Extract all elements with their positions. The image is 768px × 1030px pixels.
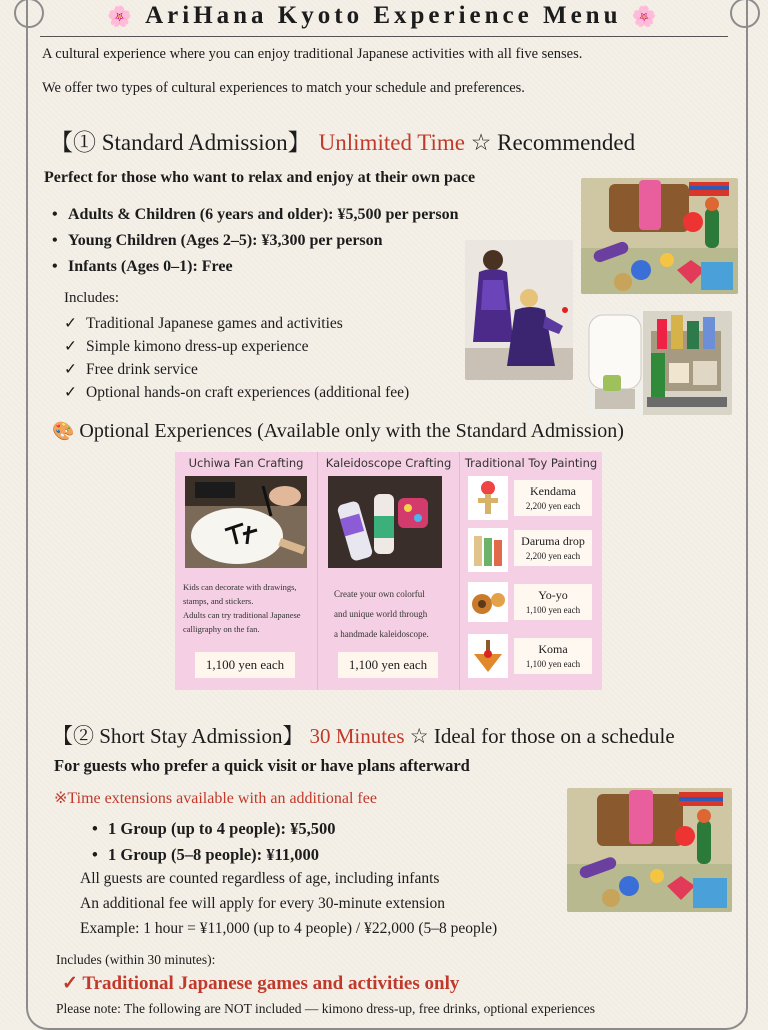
koma-card bbox=[514, 638, 592, 674]
include-item bbox=[64, 358, 409, 381]
short-line-2: An additional fee will apply for every 30-minute extension bbox=[80, 895, 446, 912]
kimono-photo bbox=[465, 240, 573, 380]
intro-line-2: We offer two types of cultural experiences to match your schedule and preferences. bbox=[42, 80, 525, 96]
koma-photo bbox=[468, 634, 508, 678]
short-line-3: Example: 1 hour = ¥11,000 (up to 4 people) / ¥22,000 (5–8 people) bbox=[80, 920, 498, 937]
price-item: • 1 Group (5–8 people): ¥11,000 bbox=[88, 842, 336, 868]
yoyo-icon bbox=[468, 582, 508, 622]
toy-price: 2,200 yen each bbox=[525, 551, 581, 561]
short-includes-label: Includes (within 30 minutes): bbox=[56, 952, 216, 967]
price-item: • Young Children (Ages 2–5): ¥3,300 per person bbox=[48, 228, 459, 254]
toys-photo bbox=[581, 178, 738, 294]
short-toys-illustration bbox=[567, 788, 732, 912]
include-text: Free drink service bbox=[86, 361, 198, 378]
page-title bbox=[0, 2, 768, 30]
toy-price: 2,200 yen each bbox=[525, 501, 581, 511]
short-price-list bbox=[88, 816, 336, 868]
palette-icon: 🎨 bbox=[52, 421, 75, 441]
drinks-photo bbox=[587, 311, 732, 415]
includes-list bbox=[64, 312, 409, 404]
uchiwa-price: 1,100 yen each bbox=[195, 652, 295, 678]
short-subtitle: For guests who prefer a quick visit or have plans afterward bbox=[54, 756, 470, 775]
kaleido-title: Kaleidoscope Crafting bbox=[325, 456, 452, 470]
short-exclusion-note: Please note: The following are NOT included — kimono dress-up, free drinks, optional experiences bbox=[56, 1001, 595, 1016]
flower-icon: 🌸 bbox=[631, 6, 661, 28]
toy-name: Kendama bbox=[530, 484, 576, 498]
uchiwa-column bbox=[175, 452, 317, 690]
optional-panel bbox=[175, 452, 602, 690]
desc-line: a handmade kaleidoscope. bbox=[334, 629, 429, 639]
daruma-card bbox=[514, 530, 592, 566]
short-heading bbox=[52, 720, 675, 750]
kendama-photo bbox=[468, 476, 508, 520]
optional-heading-text: Optional Experiences (Available only with the Standard Admission) bbox=[79, 420, 624, 442]
yoyo-photo bbox=[468, 582, 508, 622]
include-text: Optional hands-on craft experiences (additional fee) bbox=[86, 384, 410, 401]
toys-photo-illustration bbox=[581, 178, 738, 294]
desc-line: Kids can decorate with drawings, bbox=[183, 582, 297, 592]
include-item bbox=[64, 381, 409, 404]
price-item: • Infants (Ages 0–1): Free bbox=[48, 254, 459, 280]
check-icon: ✓ bbox=[64, 315, 77, 332]
toy-name: Yo-yo bbox=[538, 588, 568, 602]
kaleido-description bbox=[334, 584, 454, 644]
extension-note: ※Time extensions available with an additional fee bbox=[54, 790, 377, 807]
check-icon: ✓ bbox=[64, 338, 77, 355]
include-text: Traditional Japanese games and activities bbox=[86, 315, 343, 332]
price-item: • 1 Group (up to 4 people): ¥5,500 bbox=[88, 816, 336, 842]
check-icon: ✓ bbox=[64, 384, 77, 401]
standard-subtitle: Perfect for those who want to relax and enjoy at their own pace bbox=[44, 169, 476, 186]
standard-price-list bbox=[48, 202, 459, 280]
intro-line-1: A cultural experience where you can enjoy traditional Japanese activities with all five senses. bbox=[42, 46, 583, 62]
standard-heading-suffix: ☆ Recommended bbox=[470, 130, 636, 155]
koma-icon bbox=[468, 634, 508, 678]
title-divider bbox=[40, 36, 728, 37]
drinks-photo-illustration bbox=[587, 311, 732, 415]
short-toys-photo bbox=[567, 788, 732, 912]
uchiwa-title: Uchiwa Fan Crafting bbox=[188, 456, 304, 470]
includes-label: Includes: bbox=[64, 290, 119, 306]
include-text: Simple kimono dress-up experience bbox=[86, 338, 309, 355]
desc-line: stamps, and stickers. bbox=[183, 596, 254, 606]
check-icon: ✓ bbox=[64, 361, 77, 378]
toy-price: 1,100 yen each bbox=[525, 659, 581, 669]
kaleidoscope-illustration bbox=[328, 476, 442, 568]
short-line-1: All guests are counted regardless of age, including infants bbox=[80, 870, 440, 887]
kaleido-price: 1,100 yen each bbox=[338, 652, 438, 678]
desc-line: and unique world through bbox=[334, 609, 428, 619]
desc-line: Create your own colorful bbox=[334, 589, 425, 599]
toy-column bbox=[460, 452, 602, 690]
short-heading-suffix: ☆ Ideal for those on a schedule bbox=[409, 724, 675, 748]
toy-title: Traditional Toy Painting bbox=[464, 456, 598, 470]
include-item bbox=[64, 312, 409, 335]
standard-heading-prefix: 【① Standard Admission】 bbox=[50, 130, 311, 155]
short-heading-highlight: 30 Minutes bbox=[309, 724, 405, 748]
kimono-photo-illustration bbox=[465, 240, 573, 380]
daruma-drop-icon bbox=[468, 528, 508, 572]
toy-name: Daruma drop bbox=[521, 534, 585, 548]
kaleido-column bbox=[318, 452, 459, 690]
title-text: AriHana Kyoto Experience Menu bbox=[145, 2, 622, 29]
short-include-item: ✓ Traditional Japanese games and activities only bbox=[62, 973, 460, 994]
kaleido-photo bbox=[328, 476, 442, 568]
standard-heading-highlight: Unlimited Time bbox=[318, 130, 466, 155]
fan-illustration bbox=[185, 476, 307, 568]
include-item bbox=[64, 335, 409, 358]
toy-price: 1,100 yen each bbox=[525, 605, 581, 615]
kendama-icon bbox=[468, 476, 508, 520]
toy-name: Koma bbox=[538, 642, 568, 656]
kendama-card bbox=[514, 480, 592, 516]
desc-line: calligraphy on the fan. bbox=[183, 624, 260, 634]
flower-icon: 🌸 bbox=[107, 6, 137, 28]
daruma-photo bbox=[468, 528, 508, 572]
optional-heading bbox=[52, 420, 624, 443]
price-item: • Adults & Children (6 years and older): ¥5,500 per person bbox=[48, 202, 459, 228]
short-heading-prefix: 【② Short Stay Admission】 bbox=[52, 724, 304, 748]
uchiwa-photo bbox=[185, 476, 307, 568]
yoyo-card bbox=[514, 584, 592, 620]
uchiwa-description bbox=[183, 580, 313, 636]
desc-line: Adults can try traditional Japanese bbox=[183, 610, 301, 620]
standard-heading bbox=[50, 124, 635, 157]
